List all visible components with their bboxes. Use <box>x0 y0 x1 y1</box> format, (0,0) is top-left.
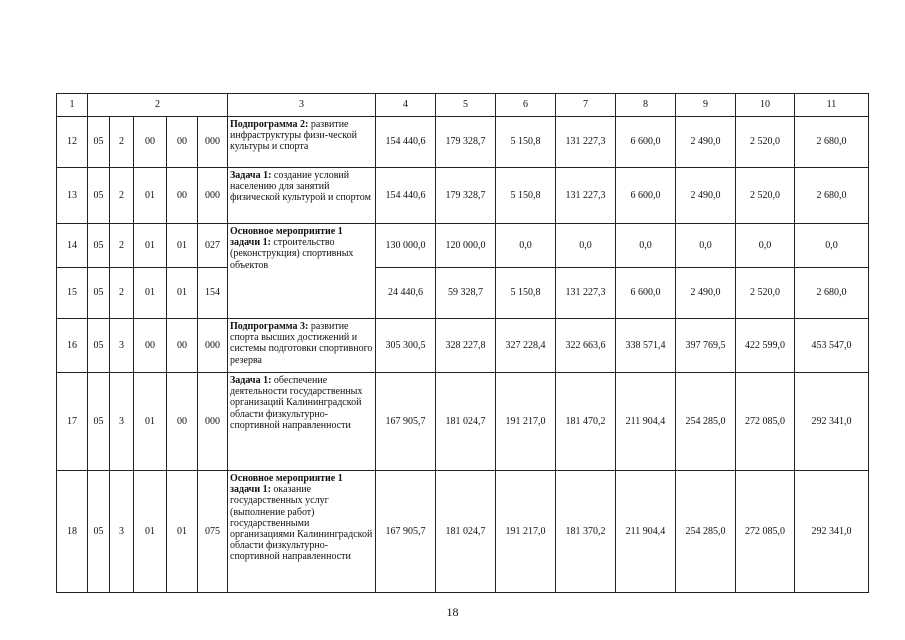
value-cell: 2 490,0 <box>676 168 736 224</box>
table-row <box>57 471 869 593</box>
value-cell: 167 905,7 <box>376 471 436 593</box>
code-cell: 2 <box>110 268 134 319</box>
value-cell: 131 227,3 <box>556 117 616 168</box>
code-cell: 00 <box>167 319 198 373</box>
header-row <box>57 94 869 117</box>
code-cell: 01 <box>167 268 198 319</box>
value-cell: 6 600,0 <box>616 117 676 168</box>
row-number: 14 <box>57 224 88 268</box>
description-text: обеспечение деятельности государственных организаций Калининградской области физкультурно-спортивной направленности <box>230 375 363 431</box>
row-number: 16 <box>57 319 88 373</box>
page-number: 18 <box>446 605 459 619</box>
description-bold: Основное мероприятие 1 задачи 1: <box>230 473 343 496</box>
header-cell: 5 <box>436 94 496 117</box>
code-cell: 3 <box>110 471 134 593</box>
value-cell: 0,0 <box>556 224 616 268</box>
value-cell: 211 904,4 <box>616 373 676 471</box>
value-cell: 181 470,2 <box>556 373 616 471</box>
value-cell: 181 024,7 <box>436 373 496 471</box>
row-number: 13 <box>57 168 88 224</box>
description-text: строительство (реконструкция) спортивных объектов <box>230 237 354 271</box>
value-cell: 2 680,0 <box>795 117 869 168</box>
value-cell: 397 769,5 <box>676 319 736 373</box>
description-cell <box>228 117 376 168</box>
code-cell: 05 <box>88 471 110 593</box>
value-cell: 327 228,4 <box>496 319 556 373</box>
code-cell: 01 <box>134 224 167 268</box>
value-cell: 453 547,0 <box>795 319 869 373</box>
description-text: оказание государственных услуг (выполнение работ) государственными организациями Калининградской области физкультурно-спортивной направленности <box>230 484 373 563</box>
header-cell: 11 <box>795 94 869 117</box>
description-bold: Подпрограмма 3: <box>230 321 309 332</box>
description-cell <box>228 471 376 593</box>
header-cell: 1 <box>57 94 88 117</box>
value-cell: 5 150,8 <box>496 117 556 168</box>
value-cell: 2 490,0 <box>676 268 736 319</box>
description-bold: Основное мероприятие 1 задачи 1: <box>230 226 343 249</box>
value-cell: 0,0 <box>736 224 795 268</box>
value-cell: 322 663,6 <box>556 319 616 373</box>
header-cell: 10 <box>736 94 795 117</box>
header-cell: 3 <box>228 94 376 117</box>
code-cell: 05 <box>88 224 110 268</box>
code-cell: 01 <box>167 224 198 268</box>
header-cell: 9 <box>676 94 736 117</box>
value-cell: 422 599,0 <box>736 319 795 373</box>
description-cell <box>228 373 376 471</box>
table-row <box>57 319 869 373</box>
value-cell: 272 085,0 <box>736 373 795 471</box>
value-cell: 6 600,0 <box>616 268 676 319</box>
code-cell: 3 <box>110 319 134 373</box>
value-cell: 130 000,0 <box>376 224 436 268</box>
value-cell: 305 300,5 <box>376 319 436 373</box>
code-cell: 05 <box>88 268 110 319</box>
value-cell: 338 571,4 <box>616 319 676 373</box>
value-cell: 59 328,7 <box>436 268 496 319</box>
code-cell: 075 <box>198 471 228 593</box>
code-cell: 00 <box>167 168 198 224</box>
value-cell: 2 680,0 <box>795 268 869 319</box>
value-cell: 191 217,0 <box>496 373 556 471</box>
value-cell: 0,0 <box>795 224 869 268</box>
value-cell: 292 341,0 <box>795 373 869 471</box>
header-cell: 4 <box>376 94 436 117</box>
description-cell <box>228 168 376 224</box>
value-cell: 2 520,0 <box>736 168 795 224</box>
code-cell: 00 <box>134 117 167 168</box>
value-cell: 292 341,0 <box>795 471 869 593</box>
value-cell: 24 440,6 <box>376 268 436 319</box>
table-row <box>57 268 869 319</box>
code-cell: 00 <box>167 373 198 471</box>
code-cell: 000 <box>198 373 228 471</box>
code-cell: 2 <box>110 224 134 268</box>
code-cell: 3 <box>110 373 134 471</box>
value-cell: 120 000,0 <box>436 224 496 268</box>
value-cell: 179 328,7 <box>436 117 496 168</box>
description-cell <box>228 319 376 373</box>
description-cell <box>228 224 376 319</box>
value-cell: 191 217,0 <box>496 471 556 593</box>
row-number: 18 <box>57 471 88 593</box>
header-cell: 2 <box>88 94 228 117</box>
value-cell: 0,0 <box>676 224 736 268</box>
code-cell: 05 <box>88 319 110 373</box>
value-cell: 6 600,0 <box>616 168 676 224</box>
row-number: 15 <box>57 268 88 319</box>
code-cell: 2 <box>110 117 134 168</box>
value-cell: 0,0 <box>496 224 556 268</box>
value-cell: 179 328,7 <box>436 168 496 224</box>
value-cell: 167 905,7 <box>376 373 436 471</box>
table-row <box>57 168 869 224</box>
value-cell: 2 490,0 <box>676 117 736 168</box>
value-cell: 2 680,0 <box>795 168 869 224</box>
code-cell: 00 <box>167 117 198 168</box>
table-row <box>57 373 869 471</box>
description-bold: Задача 1: <box>230 170 272 181</box>
value-cell: 181 024,7 <box>436 471 496 593</box>
row-number: 17 <box>57 373 88 471</box>
value-cell: 0,0 <box>616 224 676 268</box>
code-cell: 01 <box>134 373 167 471</box>
value-cell: 5 150,8 <box>496 168 556 224</box>
code-cell: 000 <box>198 117 228 168</box>
code-cell: 05 <box>88 117 110 168</box>
budget-table <box>56 93 869 593</box>
value-cell: 328 227,8 <box>436 319 496 373</box>
value-cell: 254 285,0 <box>676 373 736 471</box>
code-cell: 000 <box>198 319 228 373</box>
code-cell: 00 <box>134 319 167 373</box>
code-cell: 027 <box>198 224 228 268</box>
value-cell: 154 440,6 <box>376 117 436 168</box>
code-cell: 154 <box>198 268 228 319</box>
value-cell: 211 904,4 <box>616 471 676 593</box>
code-cell: 05 <box>88 373 110 471</box>
description-text: развитие инфраструктуры физи-ческой культуры и спорта <box>230 119 357 153</box>
header-cell: 8 <box>616 94 676 117</box>
header-cell: 6 <box>496 94 556 117</box>
code-cell: 01 <box>134 268 167 319</box>
value-cell: 5 150,8 <box>496 268 556 319</box>
code-cell: 2 <box>110 168 134 224</box>
header-cell: 7 <box>556 94 616 117</box>
value-cell: 2 520,0 <box>736 268 795 319</box>
code-cell: 01 <box>134 168 167 224</box>
code-cell: 05 <box>88 168 110 224</box>
code-cell: 000 <box>198 168 228 224</box>
description-bold: Подпрограмма 2: <box>230 119 309 130</box>
code-cell: 01 <box>167 471 198 593</box>
value-cell: 154 440,6 <box>376 168 436 224</box>
description-bold: Задача 1: <box>230 375 272 386</box>
value-cell: 2 520,0 <box>736 117 795 168</box>
table-row <box>57 224 869 268</box>
description-text: создание условий населению для занятий физической культурой и спортом <box>230 170 371 204</box>
value-cell: 254 285,0 <box>676 471 736 593</box>
value-cell: 272 085,0 <box>736 471 795 593</box>
description-text: развитие спорта высших достижений и системы подготовки спортивного резерва <box>230 321 373 366</box>
code-cell: 01 <box>134 471 167 593</box>
row-number: 12 <box>57 117 88 168</box>
value-cell: 181 370,2 <box>556 471 616 593</box>
value-cell: 131 227,3 <box>556 168 616 224</box>
table-row <box>57 117 869 168</box>
value-cell: 131 227,3 <box>556 268 616 319</box>
